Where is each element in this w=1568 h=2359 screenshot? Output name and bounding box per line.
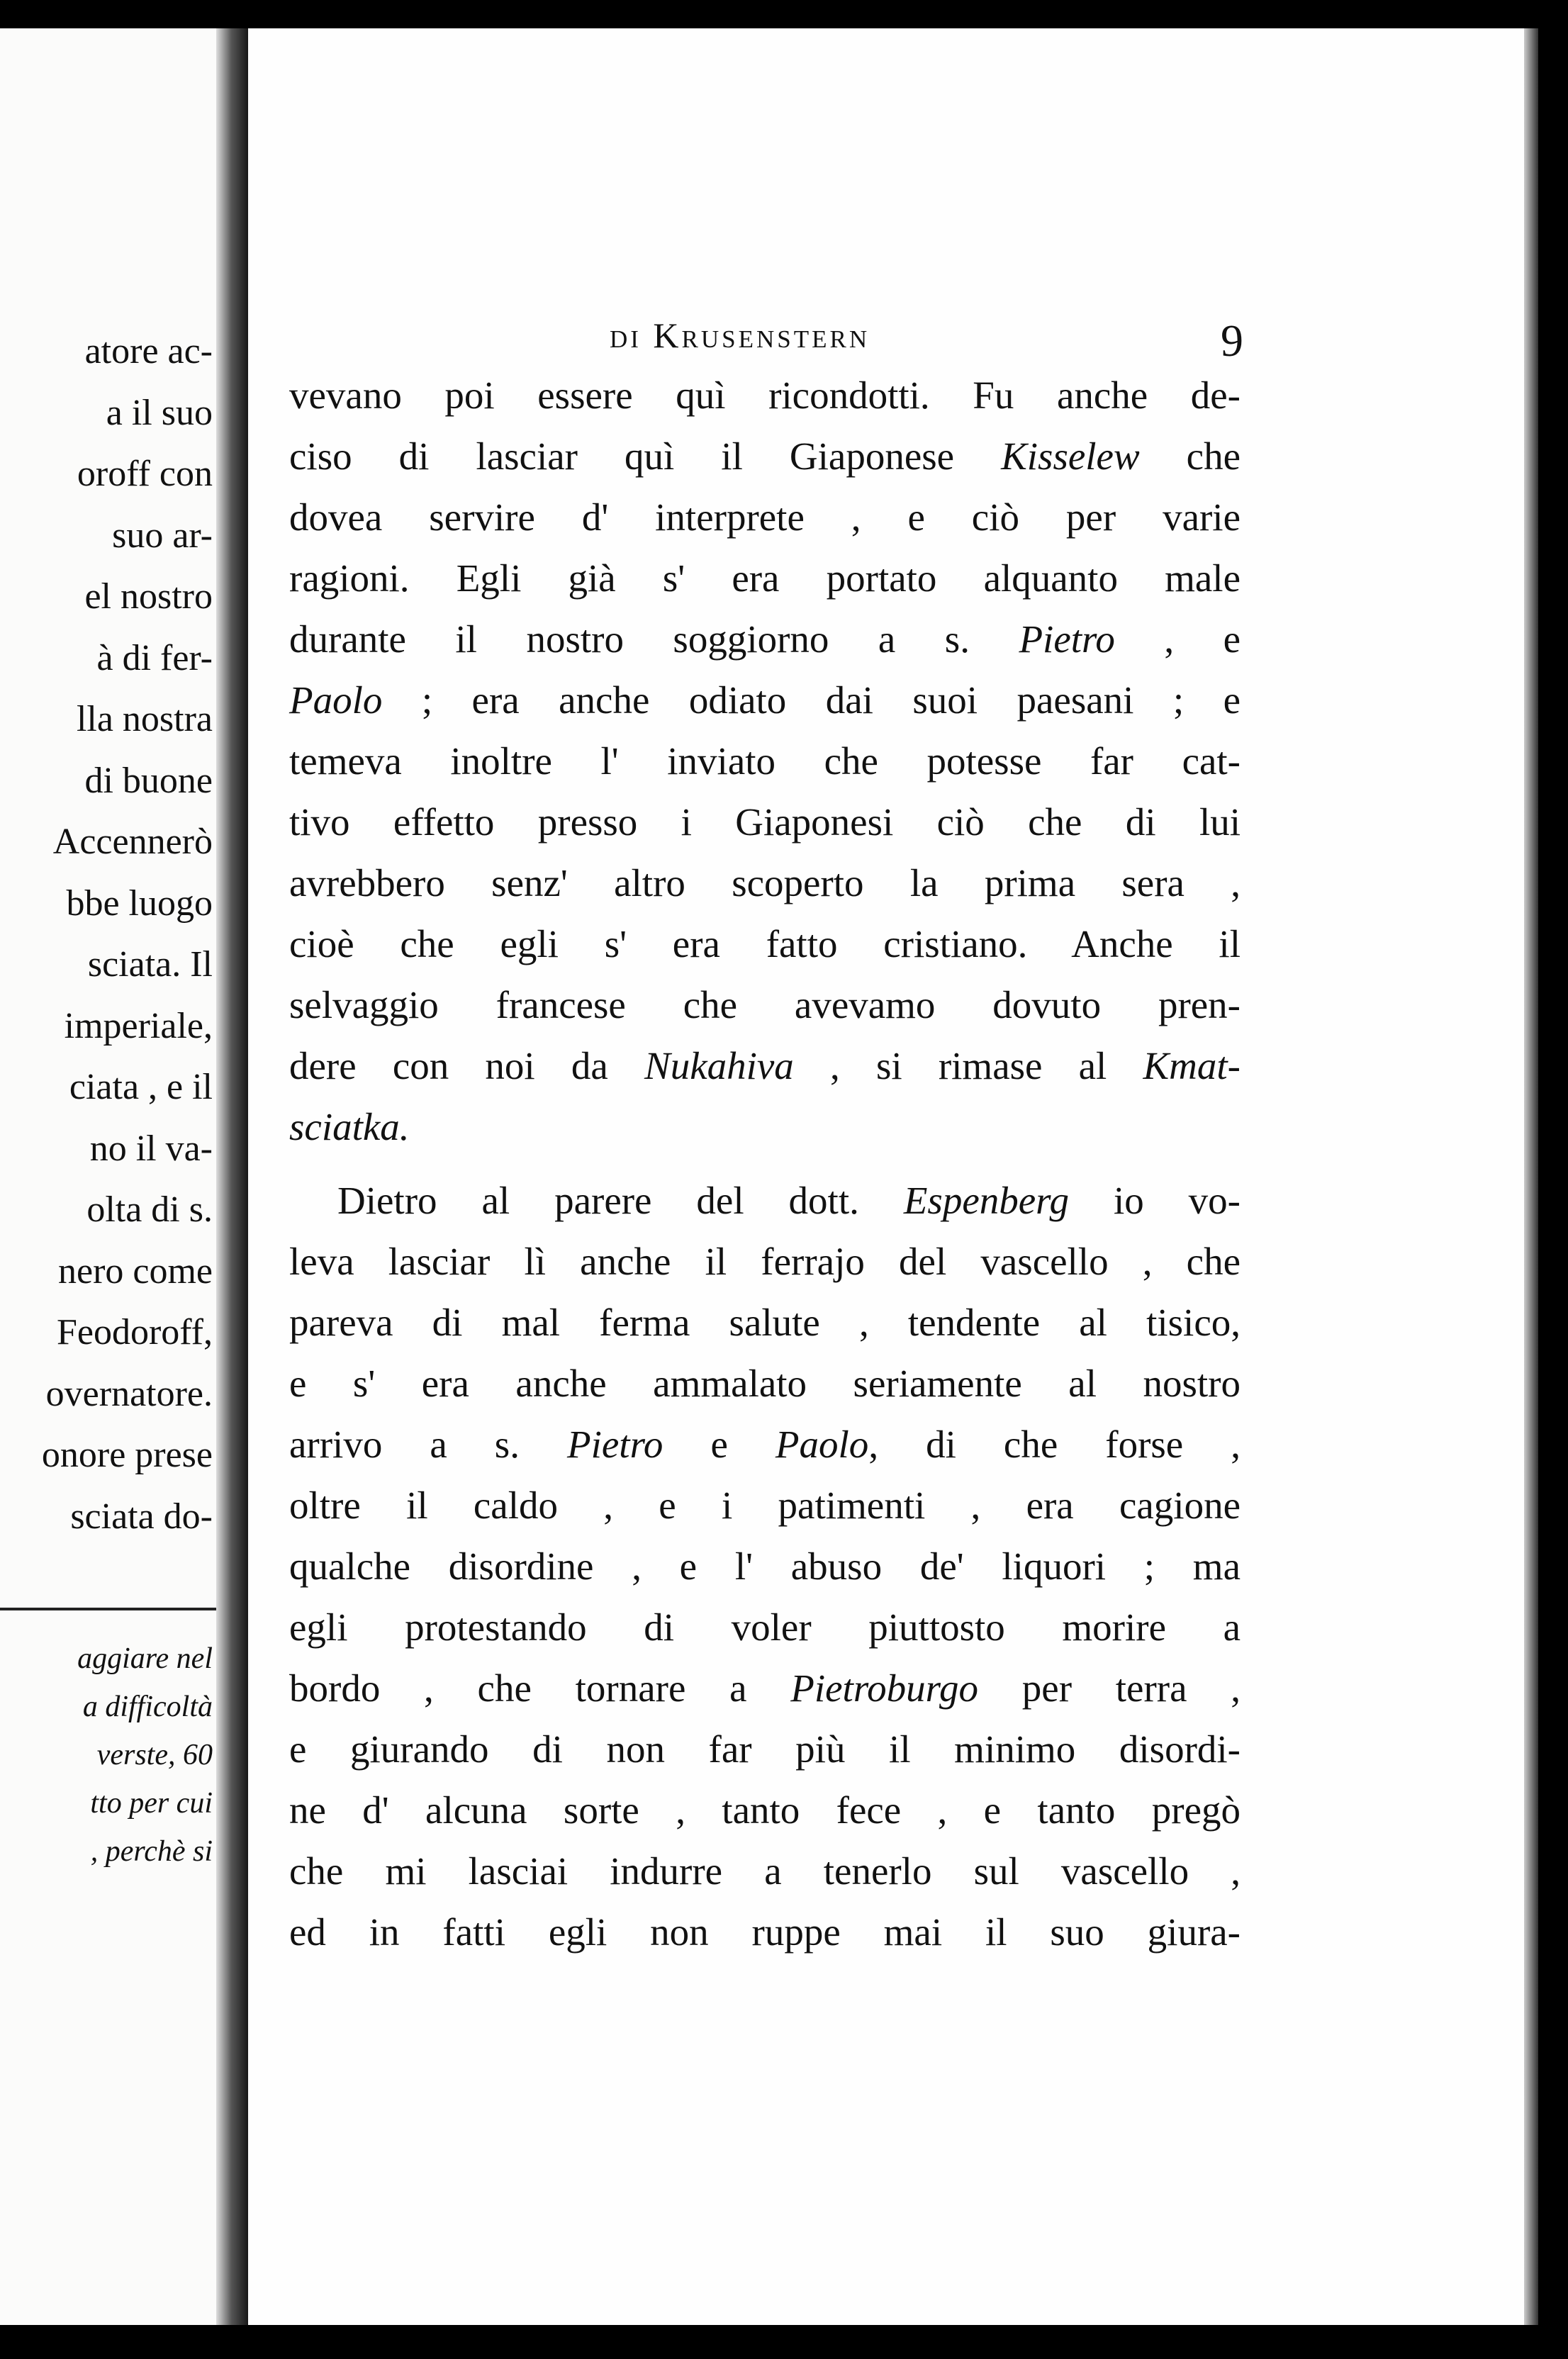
body-line: avrebbero senz' altro scoperto la prima sera , — [289, 861, 1241, 904]
body-line: dovea servire d' interprete , e ciò per varie — [289, 495, 1241, 539]
previous-page-line: bbe luogo — [66, 882, 213, 924]
body-line: qualche disordine , e l' abuso de' liquori ; ma — [289, 1545, 1241, 1588]
previous-page-line: el nostro — [84, 576, 213, 617]
previous-page-line: onore prese — [41, 1435, 213, 1475]
body-line: temeva inoltre l' inviato che potesse far cat- — [289, 739, 1241, 783]
previous-page-line: nero come — [57, 1250, 213, 1291]
previous-page-footnote-line: verste, 60 — [96, 1739, 213, 1771]
body-line: egli protestando di voler piuttosto morire a — [289, 1606, 1241, 1649]
previous-page-footnote-line: , perchè si — [90, 1835, 213, 1868]
body-line: sciatka. — [289, 1105, 410, 1148]
body-line: Dietro al parere del dott. Espenberg io vo- — [337, 1179, 1241, 1222]
previous-page-line: olta di s. — [86, 1189, 213, 1230]
book-page — [248, 28, 1524, 2325]
body-line: selvaggio francese che avevamo dovuto pren- — [289, 983, 1241, 1026]
book-gutter — [216, 28, 250, 2325]
previous-page-line: overnatore. — [45, 1373, 213, 1414]
previous-page-line: sciata do- — [70, 1496, 213, 1537]
previous-page-line: ciata , e il — [69, 1067, 213, 1107]
previous-page-line: suo ar- — [112, 515, 213, 556]
body-line: ragioni. Egli già s' era portato alquanto male — [289, 556, 1241, 600]
body-line: cioè che egli s' era fatto cristiano. Anche il — [289, 922, 1241, 965]
body-line: bordo , che tornare a Pietroburgo per terra , — [289, 1666, 1241, 1710]
previous-page-line: sciata. Il — [87, 944, 213, 985]
previous-page-line: a il suo — [106, 392, 213, 433]
body-line: pareva di mal ferma salute , tendente al tisico, — [289, 1301, 1241, 1344]
body-line: ciso di lasciar quì il Giaponese Kisselew che — [289, 435, 1241, 478]
previous-page-line: Accennerò — [52, 822, 213, 862]
body-line: vevano poi essere quì ricondotti. Fu anche de- — [289, 374, 1241, 417]
previous-page-line: Feodoroff, — [56, 1312, 213, 1352]
previous-page-line: oroff con — [77, 454, 213, 494]
previous-page-line: imperiale, — [64, 1005, 213, 1046]
previous-page-line: di buone — [84, 760, 213, 801]
previous-page-line: atore ac- — [84, 331, 213, 371]
body-line: arrivo a s. Pietro e Paolo, di che forse , — [289, 1423, 1241, 1466]
body-line: e s' era anche ammalato seriamente al nostro — [289, 1362, 1241, 1405]
body-line: ne d' alcuna sorte , tanto fece , e tanto pregò — [289, 1788, 1241, 1832]
previous-page-footnote-line: a difficoltà — [82, 1691, 213, 1723]
page-number: 9 — [1221, 315, 1243, 366]
footnote-rule — [0, 1608, 216, 1610]
page-edge — [1524, 28, 1538, 2325]
body-line: e giurando di non far più il minimo disordi- — [289, 1727, 1241, 1771]
previous-page-footnote-line: tto per cui — [90, 1787, 213, 1820]
body-line: tivo effetto presso i Giaponesi ciò che di lui — [289, 800, 1241, 844]
previous-page-line: no il va- — [89, 1128, 213, 1169]
previous-page-footnote-line: aggiare nel — [77, 1642, 213, 1675]
body-line: oltre il caldo , e i patimenti , era cagione — [289, 1484, 1241, 1527]
previous-page-fragment — [0, 28, 223, 2325]
previous-page-line: à di fer- — [96, 637, 213, 678]
previous-page-line: lla nostra — [76, 699, 213, 739]
body-line: Paolo ; era anche odiato dai suoi paesani ; e — [289, 678, 1241, 722]
running-head: di Krusenstern — [610, 315, 870, 355]
body-line: ed in fatti egli non ruppe mai il suo giura- — [289, 1910, 1241, 1954]
body-line: che mi lasciai indurre a tenerlo sul vascello , — [289, 1849, 1241, 1893]
body-line: dere con noi da Nukahiva , si rimase al Kmat- — [289, 1044, 1241, 1087]
body-line: durante il nostro soggiorno a s. Pietro , e — [289, 617, 1241, 661]
body-line: leva lasciar lì anche il ferrajo del vascello , che — [289, 1240, 1241, 1283]
